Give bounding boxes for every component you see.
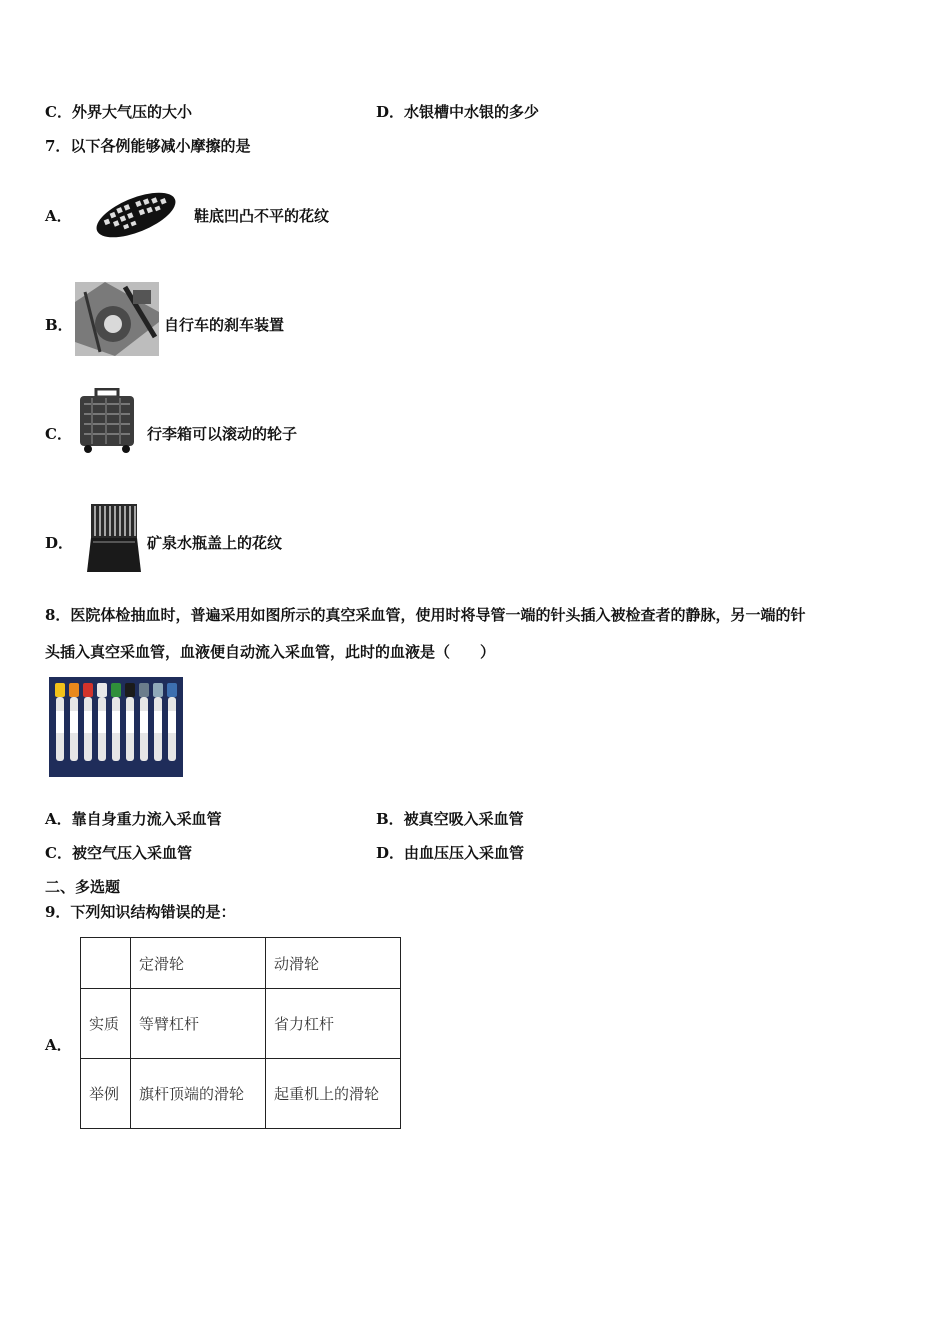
- table-cell: 实质: [81, 989, 131, 1059]
- q7-stem: 7．以下各例能够减小摩擦的是: [45, 137, 251, 155]
- q8-stem-line1: 8．医院体检抽血时，普遍采用如图所示的真空采血管，使用时将导管一端的针头插入被检查者的静脉，另一端的针: [45, 606, 806, 624]
- tube-cap: [55, 683, 65, 697]
- q9-option-a-letter: A．: [45, 1036, 72, 1054]
- tube-label: [140, 711, 148, 733]
- q8-option-b: B．被真空吸入采血管: [376, 810, 524, 828]
- q7-option-a-text: 鞋底凹凸不平的花纹: [194, 207, 330, 225]
- q8-option-d: D．由血压压入采血管: [376, 844, 525, 862]
- table-cell: [81, 938, 131, 989]
- table-row: [81, 938, 401, 989]
- q8-option-a: A．靠自身重力流入采血管: [45, 810, 222, 828]
- q8-stem-line2: 头插入真空采血管，血液便自动流入采血管，此时的血液是（ ）: [45, 643, 496, 661]
- tube-label: [84, 711, 92, 733]
- q8-option-c: C．被空气压入采血管: [45, 844, 192, 862]
- tube-cap: [83, 683, 93, 697]
- tube-label: [56, 711, 64, 733]
- table-cell: 等臂杠杆: [131, 989, 266, 1059]
- tube-cap: [111, 683, 121, 697]
- q7-option-d-text: 矿泉水瓶盖上的花纹: [147, 534, 283, 552]
- table-cell: 举例: [81, 1059, 131, 1129]
- q7-option-b-letter: B．: [45, 316, 73, 334]
- tube-label: [154, 711, 162, 733]
- table-cell: 动滑轮: [266, 938, 401, 989]
- tube-label: [70, 711, 78, 733]
- tube-cap: [153, 683, 163, 697]
- bicycle-brake-icon: [75, 282, 159, 356]
- tube-cap: [125, 683, 135, 697]
- tube-label: [98, 711, 106, 733]
- knowledge-structure-table: [80, 937, 401, 1129]
- shoe-sole-icon: [90, 180, 182, 250]
- bottle-cap-icon: [85, 502, 143, 574]
- tube-cap: [97, 683, 107, 697]
- table-cell: 省力杠杆: [266, 989, 401, 1059]
- q9-stem: 9．下列知识结构错误的是：: [45, 903, 236, 921]
- table-cell: 定滑轮: [131, 938, 266, 989]
- table-cell: 起重机上的滑轮: [266, 1059, 401, 1129]
- tube-cap: [167, 683, 177, 697]
- q7-option-b-text: 自行车的刹车装置: [164, 316, 285, 334]
- q7-option-a-letter: A．: [45, 207, 72, 225]
- blood-collection-tubes-image: [49, 677, 183, 777]
- q6-option-d: D．水银槽中水银的多少: [376, 103, 540, 121]
- section-heading: 二、多选题: [45, 878, 121, 896]
- tube-label: [168, 711, 176, 733]
- table-cell: 旗杆顶端的滑轮: [131, 1059, 266, 1129]
- table-row: [81, 989, 401, 1059]
- q7-option-c-text: 行李箱可以滚动的轮子: [147, 425, 298, 443]
- q7-option-c-letter: C．: [45, 425, 72, 443]
- tube-cap: [139, 683, 149, 697]
- table-row: [81, 1059, 401, 1129]
- q7-option-d-letter: D．: [45, 534, 74, 552]
- tube-label: [112, 711, 120, 733]
- q6-option-c: C．外界大气压的大小: [45, 103, 192, 121]
- tube-cap: [69, 683, 79, 697]
- tube-label: [126, 711, 134, 733]
- suitcase-icon: [76, 388, 138, 454]
